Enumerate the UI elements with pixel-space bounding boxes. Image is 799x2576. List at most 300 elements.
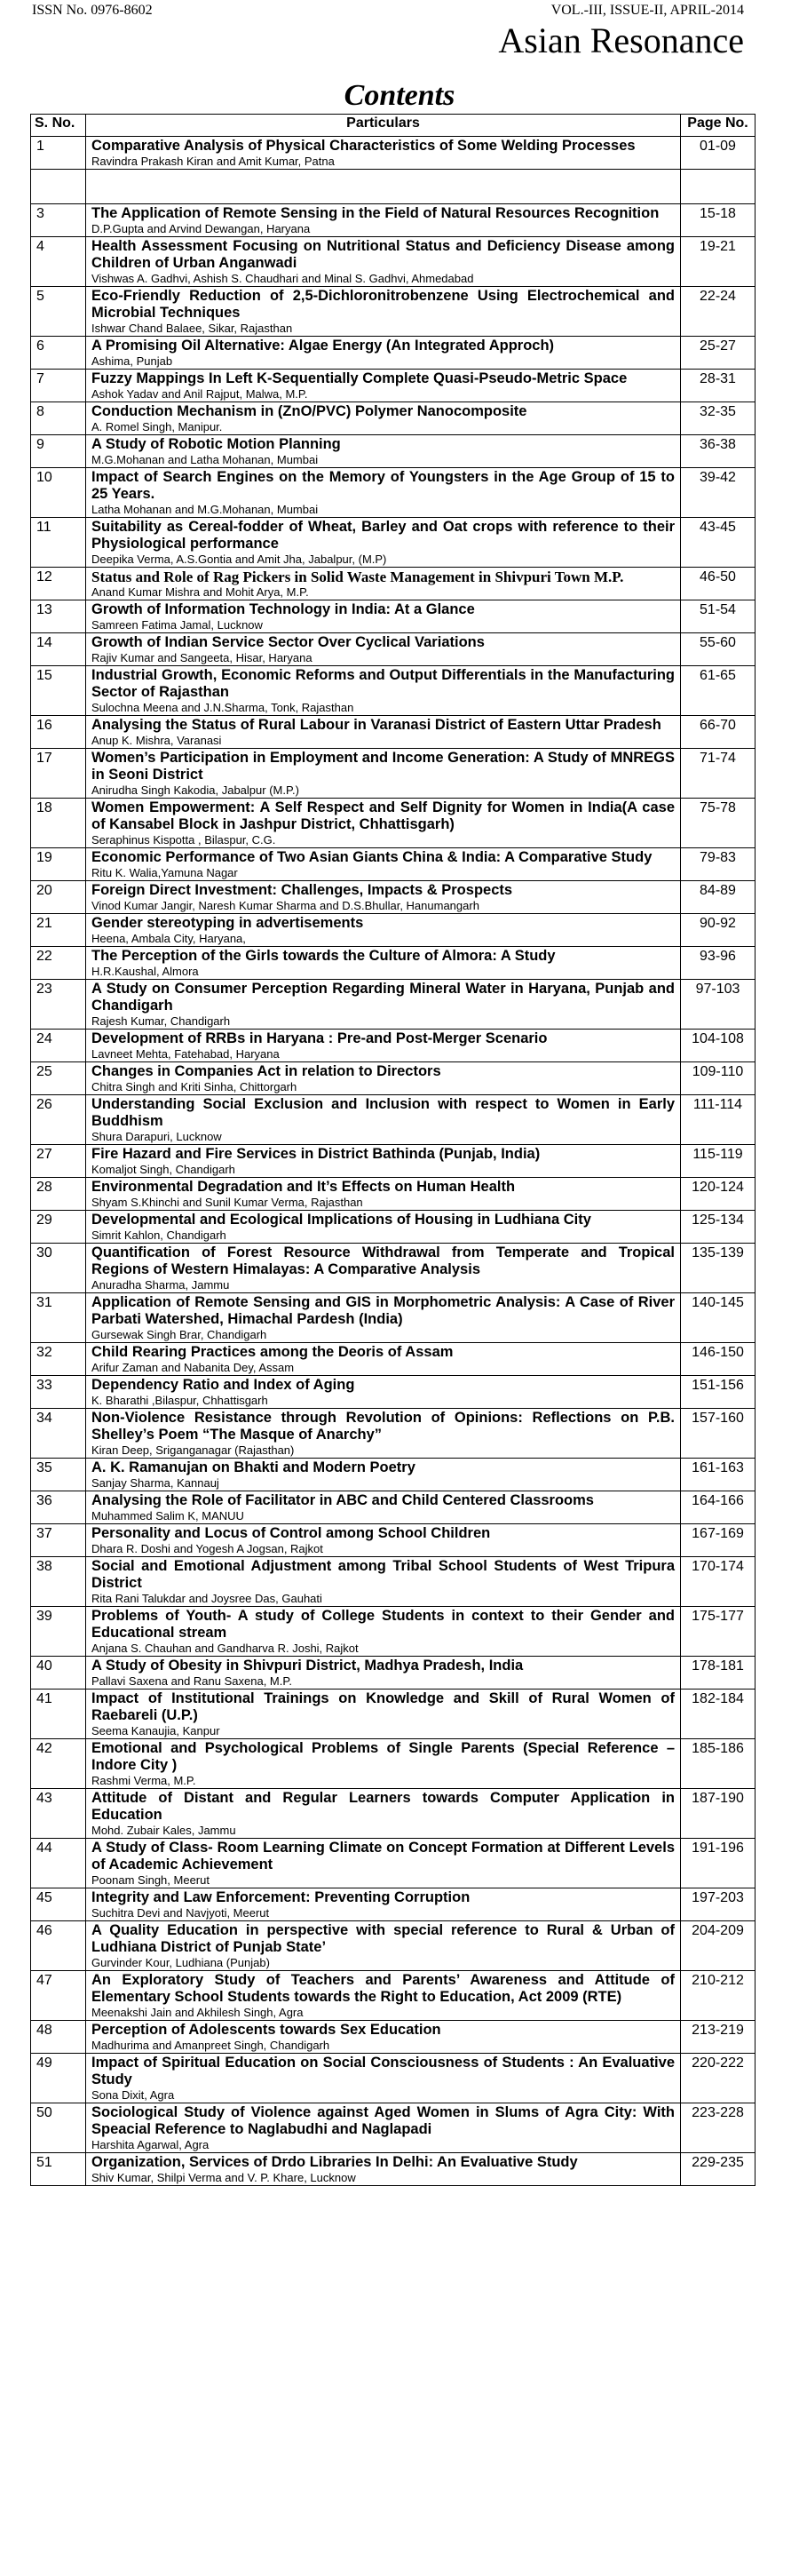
particulars-cell — [86, 600, 681, 633]
particulars-cell — [86, 2021, 681, 2054]
table-row — [31, 2021, 755, 2054]
table-row — [31, 1524, 755, 1557]
article-authors: Samreen Fatima Jamal, Lucknow — [91, 618, 263, 632]
serial-number: 25 — [31, 1062, 86, 1095]
table-row — [31, 1211, 755, 1244]
article-authors: Suchitra Devi and Navjyoti, Meerut — [91, 1906, 270, 1920]
table-row — [31, 2153, 755, 2186]
article-title: Fuzzy Mappings In Left K-Sequentially Complete Quasi-Pseudo-Metric Space — [91, 370, 628, 386]
table-row — [31, 1376, 755, 1409]
article-title: Problems of Youth- A study of College Students in context to their Gender and Educational stream — [91, 1608, 675, 1641]
serial-number: 12 — [31, 568, 86, 600]
page-range: 104-108 — [681, 1030, 755, 1062]
table-row — [31, 1557, 755, 1607]
particulars-cell — [86, 1789, 681, 1839]
page-range: 90-92 — [681, 914, 755, 947]
particulars-cell — [86, 666, 681, 716]
particulars-cell — [86, 1690, 681, 1739]
table-row — [31, 1459, 755, 1491]
serial-number: 10 — [31, 468, 86, 518]
serial-number: 21 — [31, 914, 86, 947]
article-title: Eco-Friendly Reduction of 2,5-Dichloronitrobenzene Using Electrochemical and Microbial Techniques — [91, 288, 675, 321]
article-title: Analysing the Status of Rural Labour in Varanasi District of Eastern Uttar Pradesh — [91, 717, 661, 733]
serial-number: 17 — [31, 749, 86, 799]
article-authors: Anjana S. Chauhan and Gandharva R. Joshi, Rajkot — [91, 1642, 359, 1655]
article-title: Environmental Degradation and It’s Effects on Human Health — [91, 1179, 516, 1195]
page-range: 84-89 — [681, 881, 755, 914]
page-range: 146-150 — [681, 1343, 755, 1376]
article-title: Health Assessment Focusing on Nutritional Status and Deficiency Disease among Children of Urban Anganwadi — [91, 238, 675, 271]
table-row — [31, 1888, 755, 1921]
particulars-cell — [86, 1888, 681, 1921]
serial-number: 33 — [31, 1376, 86, 1409]
serial-number: 39 — [31, 1607, 86, 1657]
article-authors: K. Bharathi ,Bilaspur, Chhattisgarh — [91, 1394, 268, 1407]
article-title: Developmental and Ecological Implications of Housing in Ludhiana City — [91, 1212, 591, 1228]
serial-number: 51 — [31, 2153, 86, 2186]
particulars-cell — [86, 1971, 681, 2021]
page-range: 115-119 — [681, 1145, 755, 1178]
serial-number: 44 — [31, 1839, 86, 1888]
serial-number: 18 — [31, 799, 86, 848]
article-title: Understanding Social Exclusion and Inclusion with respect to Women in Early Buddhism — [91, 1096, 675, 1129]
table-row — [31, 1062, 755, 1095]
serial-number: 46 — [31, 1921, 86, 1971]
page-range: 71-74 — [681, 749, 755, 799]
article-title: The Perception of the Girls towards the Culture of Almora: A Study — [91, 948, 556, 964]
page-range: 185-186 — [681, 1739, 755, 1789]
table-row — [31, 402, 755, 435]
particulars-cell — [86, 1343, 681, 1376]
article-title: A. K. Ramanujan on Bhakti and Modern Poetry — [91, 1459, 415, 1475]
article-authors: M.G.Mohanan and Latha Mohanan, Mumbai — [91, 453, 319, 466]
serial-number: 47 — [31, 1971, 86, 2021]
page-range: 75-78 — [681, 799, 755, 848]
page-range: 167-169 — [681, 1524, 755, 1557]
page-range: 229-235 — [681, 2153, 755, 2186]
article-title: Status and Role of Rag Pickers in Solid Waste Management in Shivpuri Town M.P. — [91, 568, 624, 585]
particulars-cell — [86, 1459, 681, 1491]
article-authors: Madhurima and Amanpreet Singh, Chandigarh — [91, 2039, 330, 2052]
article-title: Industrial Growth, Economic Reforms and Output Differentials in the Manufacturing Sector of Rajasthan — [91, 667, 675, 700]
serial-number: 20 — [31, 881, 86, 914]
serial-number: 26 — [31, 1095, 86, 1145]
journal-title: Asian Resonance — [498, 20, 744, 60]
contents-table-body — [31, 137, 755, 2186]
table-row — [31, 170, 755, 204]
page-range: 22-24 — [681, 287, 755, 337]
page-range: 79-83 — [681, 848, 755, 881]
serial-number: 16 — [31, 716, 86, 749]
table-row — [31, 1095, 755, 1145]
serial-number: 9 — [31, 435, 86, 468]
article-authors: Latha Mohanan and M.G.Mohanan, Mumbai — [91, 503, 319, 516]
article-title: Economic Performance of Two Asian Giants China & India: A Comparative Study — [91, 849, 653, 865]
article-title: Conduction Mechanism in (ZnO/PVC) Polymer Nanocomposite — [91, 403, 527, 419]
article-title: Impact of Spiritual Education on Social Consciousness of Students : An Evaluative Study — [91, 2055, 675, 2087]
serial-number: 34 — [31, 1409, 86, 1459]
table-row — [31, 914, 755, 947]
article-title: Non-Violence Resistance through Revolution of Opinions: Reflections on P.B. Shelley’s Poem “The Masque of Anarchy” — [91, 1410, 675, 1443]
table-row — [31, 1657, 755, 1690]
article-title: Sociological Study of Violence against Aged Women in Slums of Agra City: With Speacial Reference to Naglabudhi and Naglapadi — [91, 2104, 675, 2137]
serial-number: 45 — [31, 1888, 86, 1921]
page-range — [681, 170, 755, 204]
article-authors: A. Romel Singh, Manipur. — [91, 420, 223, 433]
article-authors: Anirudha Singh Kakodia, Jabalpur (M.P.) — [91, 783, 299, 797]
table-row — [31, 1409, 755, 1459]
contents-table — [30, 114, 755, 2186]
article-authors: Muhammed Salim K, MANUU — [91, 1509, 244, 1523]
page-range: 25-27 — [681, 337, 755, 370]
article-title: Perception of Adolescents towards Sex Education — [91, 2022, 441, 2038]
particulars-cell — [86, 716, 681, 749]
article-authors: Ishwar Chand Balaee, Sikar, Rajasthan — [91, 322, 293, 335]
serial-number: 28 — [31, 1178, 86, 1211]
article-title: Attitude of Distant and Regular Learners towards Computer Application in Education — [91, 1790, 675, 1823]
serial-number: 41 — [31, 1690, 86, 1739]
article-title: A Study of Obesity in Shivpuri District, Madhya Pradesh, India — [91, 1658, 524, 1674]
article-title: Women’s Participation in Employment and Income Generation: A Study of MNREGS in Seoni District — [91, 750, 675, 783]
table-row — [31, 468, 755, 518]
particulars-cell — [86, 914, 681, 947]
article-title: Comparative Analysis of Physical Characteristics of Some Welding Processes — [91, 138, 636, 154]
header-particulars: Particulars — [86, 115, 681, 137]
page-range: 220-222 — [681, 2054, 755, 2103]
page-range: 140-145 — [681, 1293, 755, 1343]
serial-number: 22 — [31, 947, 86, 980]
article-authors: Harshita Agarwal, Agra — [91, 2138, 210, 2151]
article-title: Personality and Locus of Control among School Children — [91, 1525, 491, 1541]
article-title: Suitability as Cereal-fodder of Wheat, Barley and Oat crops with reference to their Physiological performance — [91, 519, 675, 552]
particulars-cell — [86, 337, 681, 370]
table-row — [31, 1839, 755, 1888]
particulars-cell — [86, 749, 681, 799]
page-range: 36-38 — [681, 435, 755, 468]
page-range: 43-45 — [681, 518, 755, 568]
table-row — [31, 1971, 755, 2021]
table-row — [31, 1178, 755, 1211]
serial-number — [31, 170, 86, 204]
serial-number: 36 — [31, 1491, 86, 1524]
serial-number: 32 — [31, 1343, 86, 1376]
article-authors: Shura Darapuri, Lucknow — [91, 1130, 222, 1143]
table-row — [31, 337, 755, 370]
table-row — [31, 1491, 755, 1524]
article-authors: Ashima, Punjab — [91, 354, 173, 368]
article-title: Fire Hazard and Fire Services in District Bathinda (Punjab, India) — [91, 1146, 541, 1162]
article-authors: Heena, Ambala City, Haryana, — [91, 932, 246, 945]
article-authors: Ritu K. Walia,Yamuna Nagar — [91, 866, 238, 879]
page-range: 97-103 — [681, 980, 755, 1030]
article-title: The Application of Remote Sensing in the Field of Natural Resources Recognition — [91, 205, 660, 221]
article-authors: Gursewak Singh Brar, Chandigarh — [91, 1328, 267, 1341]
serial-number: 8 — [31, 402, 86, 435]
particulars-cell — [86, 1376, 681, 1409]
article-authors: Sona Dixit, Agra — [91, 2088, 175, 2102]
serial-number: 27 — [31, 1145, 86, 1178]
serial-number: 37 — [31, 1524, 86, 1557]
serial-number: 14 — [31, 633, 86, 666]
serial-number: 29 — [31, 1211, 86, 1244]
article-authors: Shiv Kumar, Shilpi Verma and V. P. Khare, Lucknow — [91, 2171, 356, 2184]
article-authors: Ashok Yadav and Anil Rajput, Malwa, M.P. — [91, 387, 308, 401]
article-authors: Chitra Singh and Kriti Sinha, Chittorgarh — [91, 1080, 297, 1093]
particulars-cell — [86, 1607, 681, 1657]
particulars-cell — [86, 1030, 681, 1062]
article-authors: Arifur Zaman and Nabanita Dey, Assam — [91, 1361, 295, 1374]
issn-number: ISSN No. 0976-8602 — [32, 3, 153, 18]
serial-number: 49 — [31, 2054, 86, 2103]
particulars-cell — [86, 370, 681, 402]
page-range: 164-166 — [681, 1491, 755, 1524]
article-authors: Poonam Singh, Meerut — [91, 1873, 210, 1887]
particulars-cell — [86, 1557, 681, 1607]
particulars-cell — [86, 1409, 681, 1459]
table-row — [31, 435, 755, 468]
serial-number: 43 — [31, 1789, 86, 1839]
page-range: 01-09 — [681, 137, 755, 170]
table-row — [31, 1145, 755, 1178]
article-authors: Lavneet Mehta, Fatehabad, Haryana — [91, 1047, 280, 1061]
particulars-cell — [86, 2054, 681, 2103]
header-sno: S. No. — [31, 115, 86, 137]
page-range: 61-65 — [681, 666, 755, 716]
table-row — [31, 947, 755, 980]
table-row — [31, 848, 755, 881]
particulars-cell — [86, 1657, 681, 1690]
page-range: 55-60 — [681, 633, 755, 666]
particulars-cell — [86, 287, 681, 337]
article-title: Analysing the Role of Facilitator in ABC and Child Centered Classrooms — [91, 1492, 594, 1508]
article-authors: Sulochna Meena and J.N.Sharma, Tonk, Rajasthan — [91, 701, 354, 714]
serial-number: 40 — [31, 1657, 86, 1690]
serial-number: 7 — [31, 370, 86, 402]
article-title: Emotional and Psychological Problems of Single Parents (Special Reference – Indore City ) — [91, 1740, 675, 1773]
particulars-cell — [86, 1178, 681, 1211]
particulars-cell — [86, 468, 681, 518]
article-authors: Meenakshi Jain and Akhilesh Singh, Agra — [91, 2006, 304, 2019]
particulars-cell — [86, 1293, 681, 1343]
serial-number: 4 — [31, 237, 86, 287]
table-row — [31, 1244, 755, 1293]
article-title: Growth of Information Technology in India: At a Glance — [91, 601, 475, 617]
page-range: 28-31 — [681, 370, 755, 402]
article-title: A Study of Robotic Motion Planning — [91, 436, 341, 452]
particulars-cell — [86, 204, 681, 237]
serial-number: 3 — [31, 204, 86, 237]
page-range: 210-212 — [681, 1971, 755, 2021]
serial-number: 30 — [31, 1244, 86, 1293]
serial-number: 1 — [31, 137, 86, 170]
article-title: Women Empowerment: A Self Respect and Self Dignity for Women in India(A case of Kansabel Block in Jashpur District, Chhattisgarh) — [91, 799, 675, 832]
serial-number: 38 — [31, 1557, 86, 1607]
particulars-cell — [86, 170, 681, 204]
particulars-cell — [86, 1524, 681, 1557]
article-authors: Anuradha Sharma, Jammu — [91, 1278, 230, 1292]
serial-number: 42 — [31, 1739, 86, 1789]
page-range: 111-114 — [681, 1095, 755, 1145]
article-authors: Sanjay Sharma, Kannauj — [91, 1476, 219, 1490]
article-authors: Rajesh Kumar, Chandigarh — [91, 1014, 231, 1028]
article-authors: Shyam S.Khinchi and Sunil Kumar Verma, Rajasthan — [91, 1196, 363, 1209]
article-authors: Anup K. Mishra, Varanasi — [91, 734, 222, 747]
particulars-cell — [86, 1095, 681, 1145]
particulars-cell — [86, 1921, 681, 1971]
page-range: 182-184 — [681, 1690, 755, 1739]
page-range: 135-139 — [681, 1244, 755, 1293]
particulars-cell — [86, 518, 681, 568]
table-row — [31, 1607, 755, 1657]
serial-number: 23 — [31, 980, 86, 1030]
table-row — [31, 881, 755, 914]
table-row — [31, 287, 755, 337]
page-range: 197-203 — [681, 1888, 755, 1921]
article-authors: Komaljot Singh, Chandigarh — [91, 1163, 235, 1176]
table-row — [31, 716, 755, 749]
article-title: A Study on Consumer Perception Regarding Mineral Water in Haryana, Punjab and Chandigarh — [91, 981, 675, 1014]
particulars-cell — [86, 2153, 681, 2186]
table-row — [31, 2054, 755, 2103]
particulars-cell — [86, 1062, 681, 1095]
page-range: 19-21 — [681, 237, 755, 287]
particulars-cell — [86, 137, 681, 170]
particulars-cell — [86, 2103, 681, 2153]
article-authors: Mohd. Zubair Kales, Jammu — [91, 1824, 236, 1837]
serial-number: 48 — [31, 2021, 86, 2054]
page-range: 32-35 — [681, 402, 755, 435]
article-authors: Vinod Kumar Jangir, Naresh Kumar Sharma and D.S.Bhullar, Hanumangarh — [91, 899, 479, 912]
article-title: Integrity and Law Enforcement: Preventing Corruption — [91, 1889, 471, 1905]
table-row — [31, 1739, 755, 1789]
table-header-row — [31, 115, 755, 137]
particulars-cell — [86, 402, 681, 435]
particulars-cell — [86, 1145, 681, 1178]
table-row — [31, 204, 755, 237]
page-range: 161-163 — [681, 1459, 755, 1491]
article-authors: Simrit Kahlon, Chandigarh — [91, 1228, 226, 1242]
article-title: Social and Emotional Adjustment among Tribal School Students of West Tripura District — [91, 1558, 675, 1591]
article-title: Dependency Ratio and Index of Aging — [91, 1377, 355, 1393]
article-title: Foreign Direct Investment: Challenges, Impacts & Prospects — [91, 882, 513, 898]
article-authors: H.R.Kaushal, Almora — [91, 965, 199, 978]
article-authors: Kiran Deep, Sriganganagar (Rajasthan) — [91, 1443, 295, 1457]
article-title: Growth of Indian Service Sector Over Cyclical Variations — [91, 634, 485, 650]
table-row — [31, 600, 755, 633]
article-title: Organization, Services of Drdo Libraries In Delhi: An Evaluative Study — [91, 2154, 578, 2170]
article-title: A Promising Oil Alternative: Algae Energy (An Integrated Approch) — [91, 338, 555, 354]
article-title: Gender stereotyping in advertisements — [91, 915, 364, 931]
page-range: 15-18 — [681, 204, 755, 237]
particulars-cell — [86, 848, 681, 881]
page-range: 66-70 — [681, 716, 755, 749]
page-range: 213-219 — [681, 2021, 755, 2054]
page-range: 125-134 — [681, 1211, 755, 1244]
table-row — [31, 568, 755, 600]
page-range: 109-110 — [681, 1062, 755, 1095]
page-range: 46-50 — [681, 568, 755, 600]
serial-number: 35 — [31, 1459, 86, 1491]
table-row — [31, 1293, 755, 1343]
serial-number: 50 — [31, 2103, 86, 2153]
table-row — [31, 2103, 755, 2153]
article-title: A Quality Education in perspective with special reference to Rural & Urban of Ludhiana District of Punjab State’ — [91, 1922, 675, 1955]
page-range: 93-96 — [681, 947, 755, 980]
particulars-cell — [86, 947, 681, 980]
article-title: Changes in Companies Act in relation to Directors — [91, 1063, 441, 1079]
table-row — [31, 1343, 755, 1376]
particulars-cell — [86, 237, 681, 287]
article-title: Impact of Institutional Trainings on Knowledge and Skill of Rural Women of Raebareli (U.P.) — [91, 1690, 675, 1723]
particulars-cell — [86, 1211, 681, 1244]
page-range: 120-124 — [681, 1178, 755, 1211]
page-range: 170-174 — [681, 1557, 755, 1607]
table-row — [31, 1789, 755, 1839]
table-row — [31, 799, 755, 848]
serial-number: 5 — [31, 287, 86, 337]
particulars-cell — [86, 799, 681, 848]
particulars-cell — [86, 881, 681, 914]
table-row — [31, 980, 755, 1030]
article-authors: Deepika Verma, A.S.Gontia and Amit Jha, Jabalpur, (M.P) — [91, 553, 387, 566]
page-range: 151-156 — [681, 1376, 755, 1409]
article-authors: Vishwas A. Gadhvi, Ashish S. Chaudhari and Minal S. Gadhvi, Ahmedabad — [91, 272, 474, 285]
article-title: Child Rearing Practices among the Deoris of Assam — [91, 1344, 454, 1360]
particulars-cell — [86, 568, 681, 600]
table-row — [31, 749, 755, 799]
table-row — [31, 666, 755, 716]
table-row — [31, 1690, 755, 1739]
page-range: 39-42 — [681, 468, 755, 518]
serial-number: 6 — [31, 337, 86, 370]
article-authors: Rashmi Verma, M.P. — [91, 1774, 196, 1787]
particulars-cell — [86, 435, 681, 468]
table-row — [31, 237, 755, 287]
table-row — [31, 137, 755, 170]
serial-number: 15 — [31, 666, 86, 716]
page-range: 191-196 — [681, 1839, 755, 1888]
volume-issue: VOL.-III, ISSUE-II, APRIL-2014 — [550, 3, 744, 18]
article-authors: Pallavi Saxena and Ranu Saxena, M.P. — [91, 1674, 292, 1688]
particulars-cell — [86, 633, 681, 666]
table-row — [31, 1030, 755, 1062]
article-authors: Seema Kanaujia, Kanpur — [91, 1724, 220, 1737]
article-authors: Rita Rani Talukdar and Joysree Das, Gauhati — [91, 1592, 322, 1605]
article-title: Quantification of Forest Resource Withdrawal from Temperate and Tropical Regions of Western Himalayas: A Comparative Analysis — [91, 1244, 675, 1277]
page-range: 157-160 — [681, 1409, 755, 1459]
page-range: 187-190 — [681, 1789, 755, 1839]
serial-number: 13 — [31, 600, 86, 633]
page-range: 51-54 — [681, 600, 755, 633]
table-row — [31, 633, 755, 666]
article-title: A Study of Class- Room Learning Climate on Concept Formation at Different Levels of Academic Achievement — [91, 1840, 675, 1872]
particulars-cell — [86, 1491, 681, 1524]
article-title: Impact of Search Engines on the Memory of Youngsters in the Age Group of 15 to 25 Years. — [91, 469, 675, 502]
page-range: 204-209 — [681, 1921, 755, 1971]
page-range: 175-177 — [681, 1607, 755, 1657]
article-title: Application of Remote Sensing and GIS in Morphometric Analysis: A Case of River Parbati Watershed, Himachal Pardesh (India) — [91, 1294, 675, 1327]
page-range: 178-181 — [681, 1657, 755, 1690]
article-authors: Rajiv Kumar and Sangeeta, Hisar, Haryana — [91, 651, 312, 664]
article-authors: Anand Kumar Mishra and Mohit Arya, M.P. — [91, 585, 309, 599]
serial-number: 31 — [31, 1293, 86, 1343]
article-authors: Ravindra Prakash Kiran and Amit Kumar, Patna — [91, 155, 335, 168]
table-row — [31, 370, 755, 402]
serial-number: 24 — [31, 1030, 86, 1062]
particulars-cell — [86, 1739, 681, 1789]
serial-number: 11 — [31, 518, 86, 568]
serial-number: 19 — [31, 848, 86, 881]
